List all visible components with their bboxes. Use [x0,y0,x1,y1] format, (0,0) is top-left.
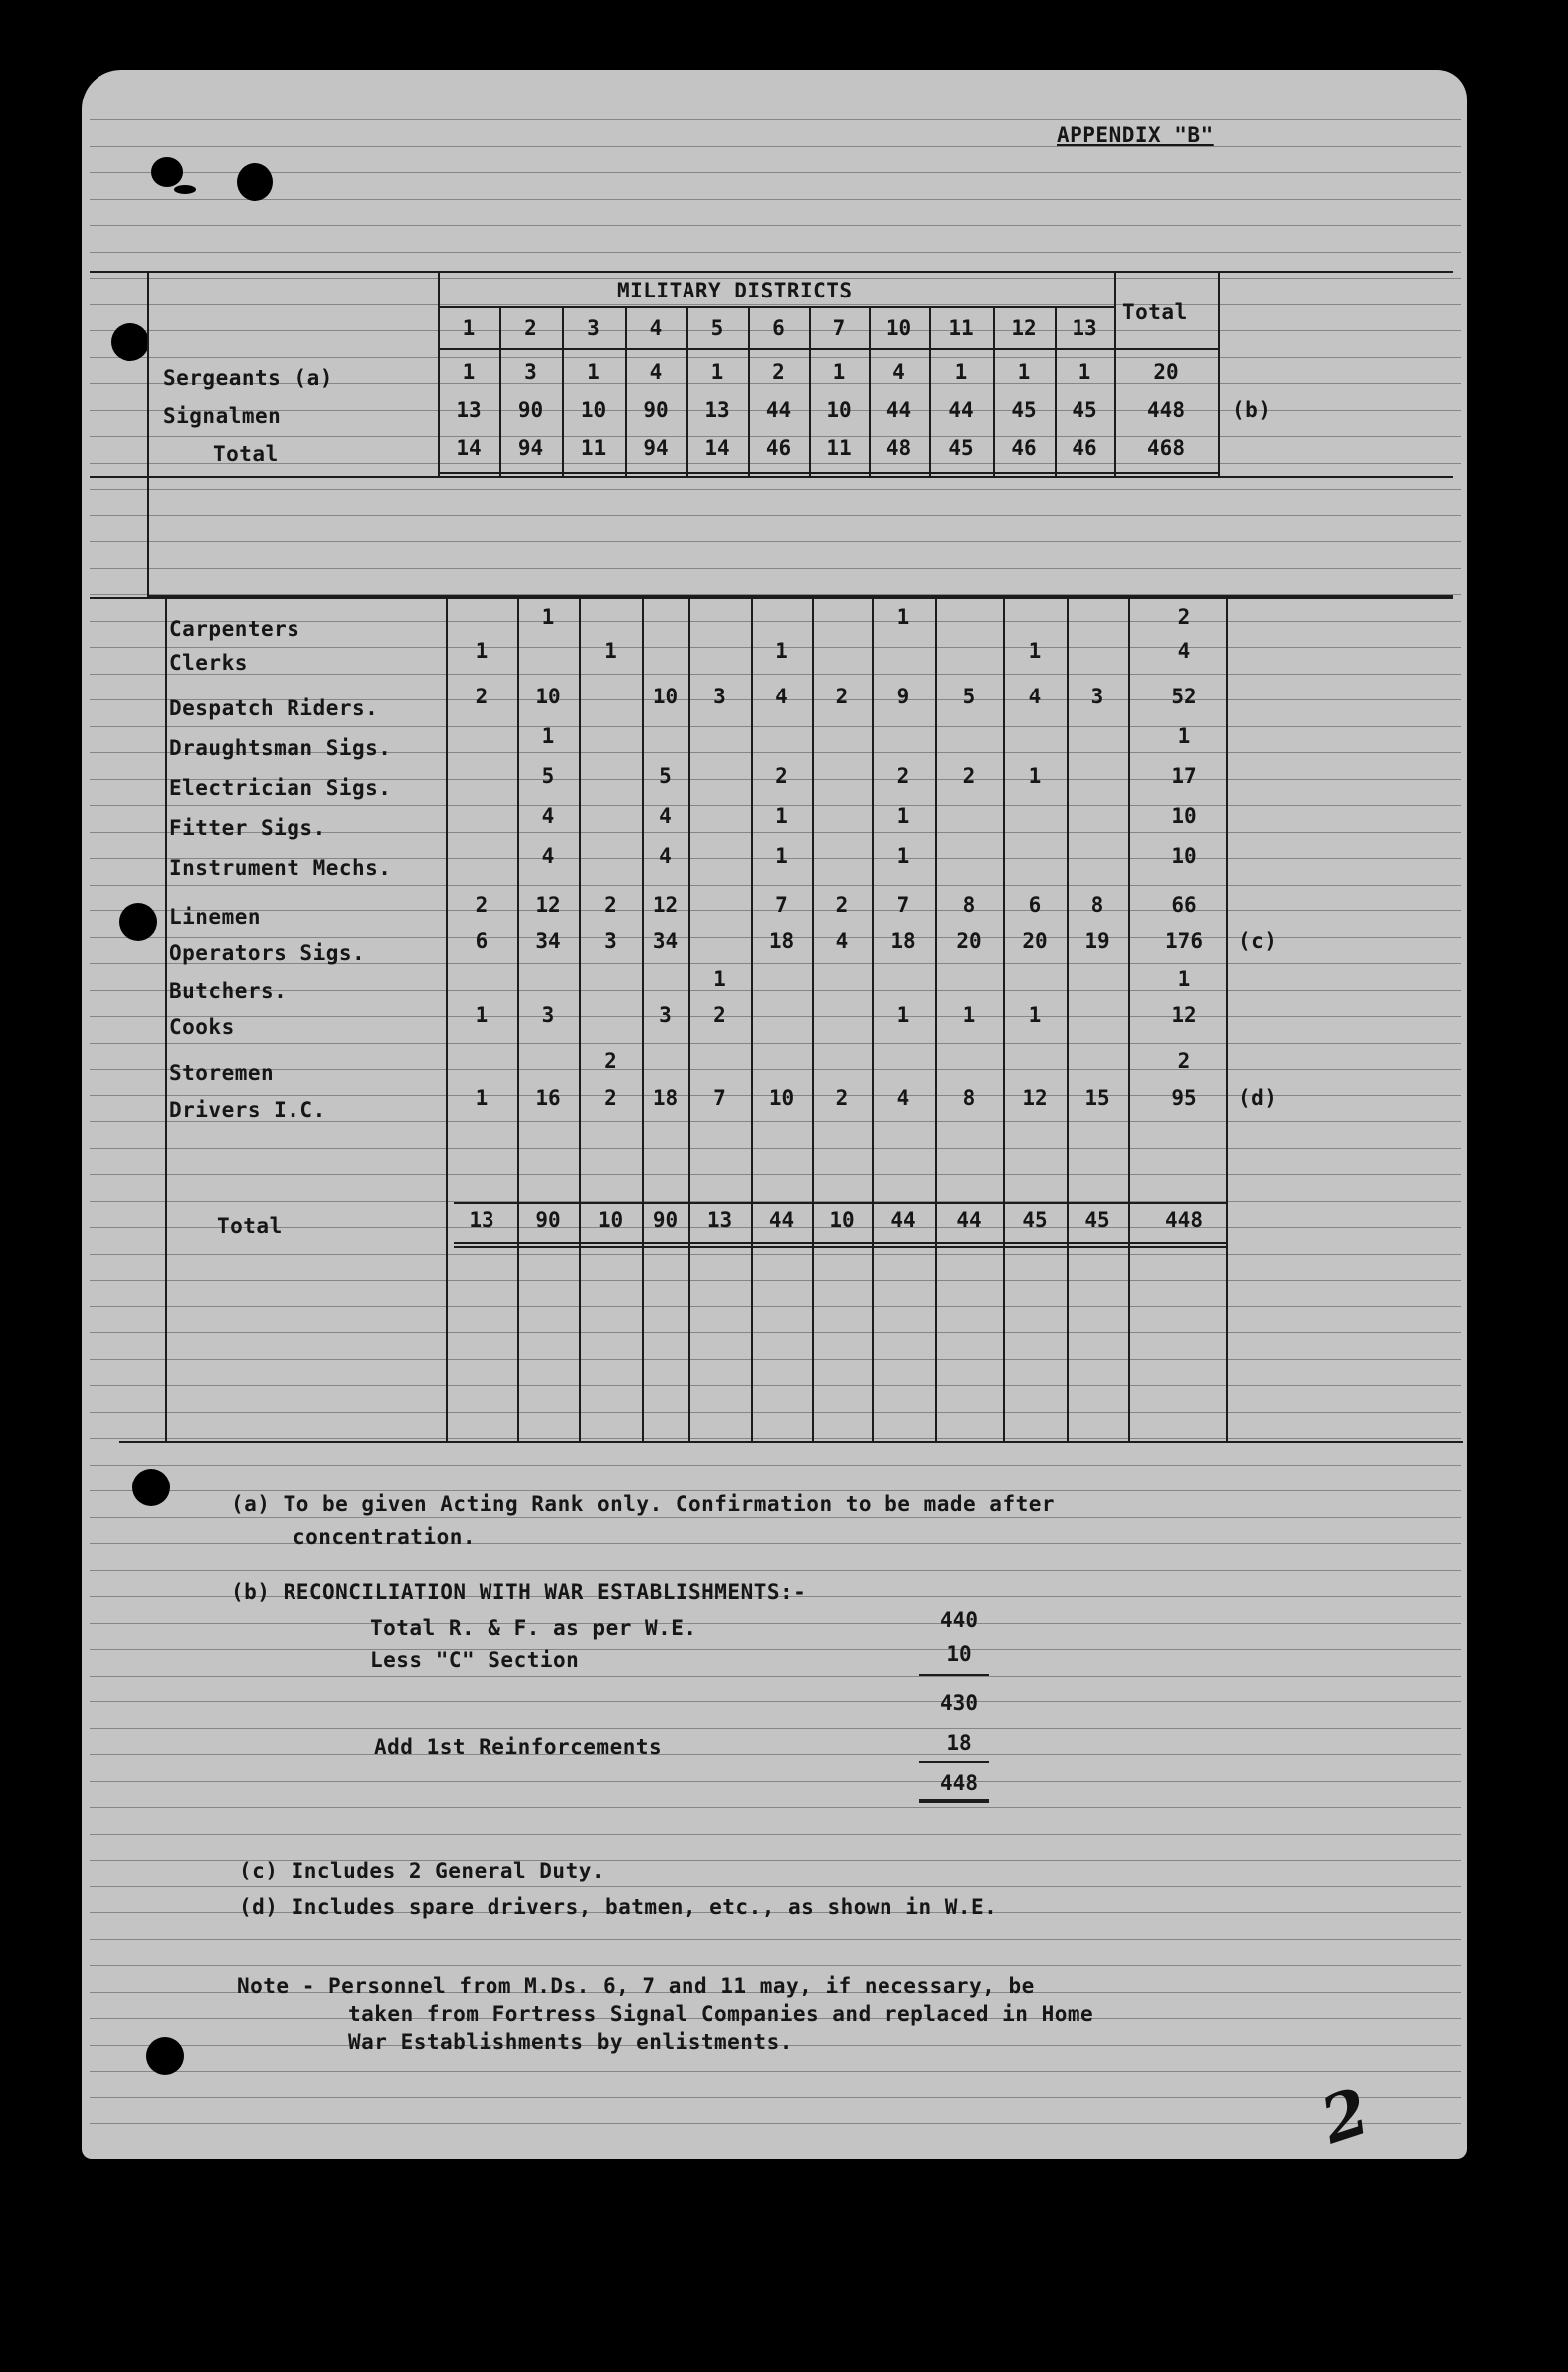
row-total: 176 [1165,929,1203,953]
ruled-line [90,252,1461,253]
cell-value: 4 [659,844,672,868]
row-total: 10 [1171,804,1197,828]
row-label: Draughtsman Sigs. [169,736,392,760]
recon-value: 18 [946,1731,972,1755]
table-rule [579,597,581,1441]
cell-value: 1 [832,360,846,384]
table-rule [438,472,1218,474]
district-header: 5 [710,316,724,340]
recon-label: Add 1st Reinforcements [374,1735,663,1759]
district-header: 10 [885,316,912,340]
table-rule [1055,306,1057,476]
table-rule [90,271,1453,273]
cell-value: 16 [535,1087,561,1110]
row-total: 2 [1177,605,1191,629]
cell-value: 2 [604,1087,617,1110]
table-rule [517,597,519,1441]
cell-value: 4 [649,360,663,384]
ruled-line [90,1465,1461,1466]
cell-value: 20 [956,929,982,953]
cell-value: 3 [541,1003,555,1027]
cell-value: 1 [1028,639,1042,663]
cell-value: 48 [885,436,912,460]
cell-value: 2 [896,764,910,788]
total-cell-value: 45 [1084,1208,1110,1232]
cell-value: 14 [704,436,730,460]
table-rule [119,1441,1463,1443]
row-total: 20 [1153,360,1179,384]
table-rule [446,597,448,1441]
cell-value: 10 [652,685,679,708]
cell-value: 7 [713,1087,726,1110]
cell-value: 46 [1072,436,1097,460]
ruled-line [90,1676,1461,1677]
table-rule [935,597,937,1441]
recon-rule [919,1761,989,1763]
total-cell-value: 90 [535,1208,561,1232]
cell-value: 2 [835,1087,849,1110]
recon-value: 448 [940,1771,978,1795]
row-note: (b) [1232,398,1272,422]
note-d: (d) Includes spare drivers, batmen, etc., as shown in W.E. [239,1895,998,1919]
ruled-line [90,1781,1461,1782]
ruled-line [90,1570,1461,1571]
military-districts-heading: MILITARY DISTRICTS [617,279,853,302]
cell-value: 1 [713,967,726,991]
table-rule [499,306,501,476]
table-rule [165,597,167,1441]
row-total: 52 [1171,685,1197,708]
row-total: 1 [1177,724,1191,748]
ruled-line [90,1174,1461,1175]
total-cell-value: 13 [469,1208,494,1232]
cell-value: 3 [604,929,617,953]
row-label: Linemen [169,905,262,929]
cell-value: 1 [1028,764,1042,788]
cell-value: 6 [475,929,489,953]
ruled-line [90,1728,1461,1729]
cell-value: 1 [475,639,489,663]
ruled-line [90,568,1461,569]
cell-value: 94 [643,436,669,460]
cell-value: 1 [587,360,600,384]
table-rule [809,306,811,476]
cell-value: 7 [775,893,788,917]
cell-value: 90 [643,398,669,422]
row-label: Butchers. [169,979,288,1003]
cell-value: 18 [890,929,916,953]
cell-value: 7 [896,893,910,917]
cell-value: 2 [962,764,976,788]
cell-value: 3 [1090,685,1104,708]
table-rule [686,306,688,476]
table-rule [438,271,440,476]
district-header: 1 [462,316,476,340]
ruled-line [90,1069,1461,1070]
cell-value: 1 [896,1003,910,1027]
ruled-line [90,515,1461,516]
total-cell-value: 44 [768,1208,795,1232]
cell-value: 46 [765,436,792,460]
total-heading: Total [1122,300,1188,324]
cell-value: 44 [765,398,792,422]
table-rule [147,271,149,595]
cell-value: 15 [1084,1087,1110,1110]
cell-value: 2 [835,685,849,708]
district-header: 6 [772,316,785,340]
table-rule [1218,271,1220,476]
ruled-line [90,1306,1461,1307]
appendix-title: APPENDIX "B" [1057,123,1214,147]
total-cell-value: 10 [829,1208,855,1232]
row-note: (c) [1238,929,1277,953]
total-cell-value: 90 [652,1208,679,1232]
note-b-heading: (b) RECONCILIATION WITH WAR ESTABLISHMENTS:- [231,1580,807,1604]
cell-value: 20 [1022,929,1048,953]
table-rule [454,1202,1226,1204]
table-rule [748,306,750,476]
cell-value: 1 [604,639,617,663]
ruled-line [90,119,1461,120]
table-rule [1003,597,1005,1441]
recon-rule [919,1799,989,1803]
total-row-label: Total [217,1214,283,1238]
row-label: Instrument Mechs. [169,856,392,880]
cell-value: 1 [1078,360,1091,384]
recon-value: 10 [946,1642,972,1666]
grand-total: 448 [1165,1208,1203,1232]
cell-value: 1 [954,360,968,384]
table-rule [869,306,871,476]
row-total: 2 [1177,1049,1191,1073]
table-rule [438,306,1114,308]
ruled-line [90,1385,1461,1386]
cell-value: 4 [541,844,555,868]
ruled-line [90,489,1461,490]
recon-value: 430 [940,1691,978,1715]
table-rule [454,1242,1226,1244]
cell-value: 18 [768,929,795,953]
cell-value: 94 [517,436,544,460]
table-rule [454,1246,1226,1248]
ruled-line [90,304,1461,305]
cell-value: 10 [535,685,561,708]
ruled-line [90,172,1461,173]
cell-value: 1 [1017,360,1031,384]
ruled-line [90,146,1461,147]
cell-value: 2 [835,893,849,917]
cell-value: 12 [1022,1087,1048,1110]
cell-value: 4 [775,685,788,708]
row-label: Fitter Sigs. [169,816,326,840]
cell-value: 14 [456,436,482,460]
cell-value: 4 [835,929,849,953]
cell-value: 1 [475,1087,489,1110]
cell-value: 1 [775,804,788,828]
cell-value: 11 [826,436,852,460]
ruled-line [90,2123,1461,2124]
cell-value: 2 [713,1003,726,1027]
ruled-line [90,1834,1461,1835]
cell-value: 3 [524,360,537,384]
ruled-line [90,463,1461,464]
cell-value: 2 [604,1049,617,1073]
cell-value: 2 [475,893,489,917]
note-c: (c) Includes 2 General Duty. [239,1859,606,1882]
ruled-line [90,1016,1461,1017]
table-rule [751,597,753,1441]
ruled-line [90,990,1461,991]
row-label: Storemen [169,1061,275,1085]
cell-value: 1 [896,804,910,828]
row-total: 17 [1171,764,1197,788]
cell-value: 1 [896,605,910,629]
ink-blot [237,163,273,201]
ruled-line [90,541,1461,542]
recon-value: 440 [940,1608,978,1632]
cell-value: 9 [896,685,910,708]
table-rule [625,306,627,476]
cell-value: 8 [1090,893,1104,917]
handwritten-signature: 2 [1312,2074,1379,2160]
cell-value: 1 [896,844,910,868]
punch-hole [111,323,149,361]
cell-value: 5 [541,764,555,788]
cell-value: 4 [541,804,555,828]
punch-hole [119,903,157,941]
ruled-line [90,1359,1461,1360]
ruled-line [90,2071,1461,2072]
cell-value: 4 [1028,685,1042,708]
cell-value: 1 [775,844,788,868]
district-header: 7 [832,316,846,340]
district-header: 13 [1072,316,1097,340]
table-rule [993,306,995,476]
cell-value: 10 [768,1087,795,1110]
cell-value: 8 [962,1087,976,1110]
cell-value: 1 [775,639,788,663]
cell-value: 2 [775,764,788,788]
row-label: Signalmen [163,404,282,428]
ink-blot [174,185,196,194]
district-header: 3 [587,316,600,340]
table-rule [90,597,1453,599]
table-rule [1067,597,1069,1441]
ruled-line [90,1939,1461,1940]
ruled-line [90,1886,1461,1887]
total-cell-value: 44 [890,1208,916,1232]
total-cell-value: 13 [706,1208,733,1232]
cell-value: 45 [948,436,974,460]
row-label: Sergeants (a) [163,366,333,390]
row-label: Despatch Riders. [169,696,379,720]
cell-value: 12 [535,893,561,917]
row-total: 10 [1171,844,1197,868]
ink-blot [151,157,183,187]
note-line: War Establishments by enlistments. [348,2030,793,2054]
ruled-line [90,1807,1461,1808]
table-rule [872,597,874,1441]
table-rule [1128,597,1130,1441]
total-cell-value: 10 [597,1208,624,1232]
row-note: (d) [1238,1087,1277,1110]
cell-value: 19 [1084,929,1110,953]
total-cell-value: 45 [1022,1208,1048,1232]
row-label: Operators Sigs. [169,941,366,965]
ruled-line [90,1649,1461,1650]
row-total: 1 [1177,967,1191,991]
district-header: 12 [1011,316,1037,340]
cell-value: 12 [652,893,679,917]
cell-value: 18 [652,1087,679,1110]
cell-value: 2 [475,685,489,708]
cell-value: 10 [580,398,607,422]
ruled-line [90,1490,1461,1491]
ruled-line [90,1754,1461,1755]
table-rule [90,476,1453,478]
punch-hole [132,1469,170,1506]
ruled-line [90,225,1461,226]
cell-value: 5 [659,764,672,788]
ruled-line [90,885,1461,886]
ruled-line [90,1332,1461,1333]
cell-value: 4 [896,1087,910,1110]
recon-label: Less "C" Section [370,1648,580,1672]
row-total: 12 [1171,1003,1197,1027]
cell-value: 3 [713,685,726,708]
ruled-line [90,2097,1461,2098]
cell-value: 90 [517,398,544,422]
table-rule [929,306,931,476]
recon-label: Total R. & F. as per W.E. [370,1616,697,1640]
cell-value: 34 [535,929,561,953]
cell-value: 1 [1028,1003,1042,1027]
ruled-line [90,1517,1461,1518]
cell-value: 3 [659,1003,672,1027]
cell-value: 1 [710,360,724,384]
note-line: Note - Personnel from M.Ds. 6, 7 and 11 may, if necessary, be [237,1974,1035,1998]
ruled-line [90,1280,1461,1281]
cell-value: 44 [885,398,912,422]
row-total: 95 [1171,1087,1197,1110]
table-rule [562,306,564,476]
ruled-line [90,1148,1461,1149]
row-label: Electrician Sigs. [169,776,392,800]
note-a-line2: concentration. [293,1525,477,1549]
ruled-line [90,199,1461,200]
cell-value: 34 [652,929,679,953]
cell-value: 2 [772,360,785,384]
table-rule [1114,271,1116,476]
cell-value: 2 [604,893,617,917]
ruled-line [90,1254,1461,1255]
ruled-line [90,1701,1461,1702]
cell-value: 1 [462,360,476,384]
table-rule [1226,597,1228,1441]
table-rule [812,597,814,1441]
cell-value: 1 [541,724,555,748]
ruled-line [90,1043,1461,1044]
cell-value: 4 [892,360,905,384]
row-total: 66 [1171,893,1197,917]
cell-value: 1 [541,605,555,629]
ruled-line [90,1438,1461,1439]
row-total: 4 [1177,639,1191,663]
cell-value: 13 [704,398,730,422]
row-label: Clerks [169,651,248,675]
ruled-line [90,357,1461,358]
table-rule [438,348,1218,350]
ruled-line [90,674,1461,675]
total-cell-value: 44 [956,1208,982,1232]
cell-value: 13 [456,398,482,422]
cell-value: 1 [475,1003,489,1027]
cell-value: 5 [962,685,976,708]
row-label: Total [213,442,279,466]
row-label: Carpenters [169,617,300,641]
ruled-line [90,1412,1461,1413]
district-header: 11 [948,316,974,340]
cell-value: 11 [580,436,607,460]
cell-value: 45 [1072,398,1097,422]
cell-value: 45 [1011,398,1037,422]
district-header: 2 [524,316,537,340]
punch-hole [146,2037,184,2075]
cell-value: 10 [826,398,852,422]
row-total: 468 [1147,436,1185,460]
district-header: 4 [649,316,663,340]
row-label: Drivers I.C. [169,1098,326,1122]
cell-value: 44 [948,398,974,422]
note-a-line1: (a) To be given Acting Rank only. Confirmation to be made after [231,1492,1056,1516]
cell-value: 4 [659,804,672,828]
cell-value: 8 [962,893,976,917]
cell-value: 46 [1011,436,1037,460]
ruled-line [90,726,1461,727]
recon-rule [919,1674,989,1676]
cell-value: 6 [1028,893,1042,917]
cell-value: 1 [962,1003,976,1027]
row-total: 448 [1147,398,1185,422]
row-label: Cooks [169,1015,235,1039]
note-line: taken from Fortress Signal Companies and replaced in Home [348,2002,1094,2026]
ruled-line [90,1965,1461,1966]
ruled-line [90,1623,1461,1624]
